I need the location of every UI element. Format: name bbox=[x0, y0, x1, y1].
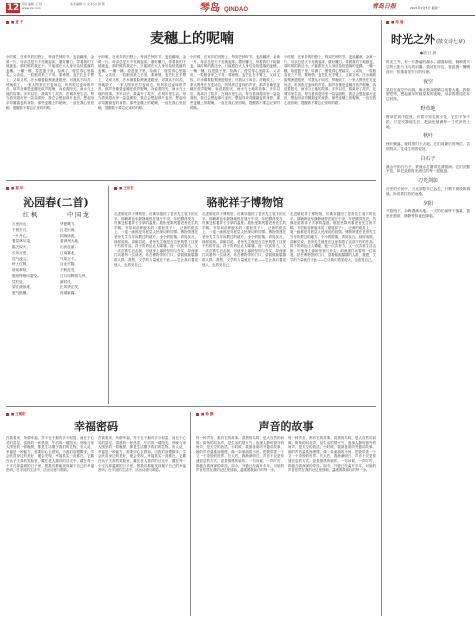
sidebar-subtitle: (散文诗七章) bbox=[436, 38, 465, 45]
sidebar-section bbox=[386, 60, 470, 75]
newspaper-logo: 青岛日报 bbox=[372, 3, 397, 10]
article-body-col1: 小时候，在家乡的田野上，每到芒种时节，麦浪翻滚，金黄一片。母亲总是天不亮就起床，磨好镰刀，带着我们下地割麦。那时候的我还小，只能跟在大人身后捡拾遗落的麦穗。一穗一穗，捡进篮子里，捡满了，便觉得心里踏实。父亲说，一粒粮食来之不易，要珍惜。麦芒扎在手臂上，又痒又疼，汗水顺着脸颊流进眼里，可我从不叫苦。傍晚收工，一家人围坐在打麦场边，听风吹过麦垛的声音，那声音像是麦穗在低声呢喃，诉说着阳光、雨水与土地的故事。多年以后，我离开了故乡，在城市里生活。每当看到超市里一袋袋面粉，我总会想起那片麦田，想起母亲弯腰割麦的身影。那些麦穗上的呢喃，一直在我心里回响，提醒我不要忘记来时的路。 bbox=[6, 55, 94, 110]
sidebar-tag: ■ 周 瑜 bbox=[386, 20, 403, 25]
sound-title: 声音的故事 bbox=[258, 420, 314, 433]
section-text: 时光之外，有一片静谧的湖水。湖面如镜，倒映着天空的云影与飞鸟的羽翼。我站在岸边，看涟漪一圈圈荡开，仿佛看见岁月的纹理。 bbox=[386, 60, 470, 74]
section-text: 秋叶飘落，旋转着归于大地。它们用最后的绚烂，告别枝头，完成生命的轮回。 bbox=[386, 142, 470, 151]
sidebar-section bbox=[386, 178, 470, 196]
section-heading: 野草地 bbox=[420, 106, 436, 113]
article-body-col3: 小时候，在家乡的田野上，每到芒种时节，麦浪翻滚，金黄一片。母亲总是天不亮就起床，磨好镰刀，带着我们下地割麦。那时候的我还小，只能跟在大人身后捡拾遗落的麦穗。一穗一穗，捡进篮子里，捡满了，便觉得心里踏实。父亲说，一粒粮食来之不易，要珍惜。麦芒扎在手臂上，又痒又疼，汗水顺着脸颊流进眼里，可我从不叫苦。傍晚收工，一家人围坐在打麦场边，听风吹过麦垛的声音，那声音像是麦穗在低声呢喃，诉说着阳光、雨水与土地的故事。多年以后，我离开了故乡，在城市里生活。每当看到超市里一袋袋面粉，我总会想起那片麦田，想起母亲弯腰割麦的身影。那些麦穗上的呢喃，一直在我心里回响，提醒我不要忘记来时的路。 bbox=[190, 55, 280, 110]
page-header bbox=[0, 0, 475, 16]
article-title: 麦穗上的呢喃 bbox=[150, 31, 234, 47]
column-divider-2 bbox=[190, 412, 191, 616]
poems-tag: ■ 谢 华 bbox=[6, 186, 23, 191]
section-text: 溪水中的白石子，被流水打磨得光滑圆润。它们沉默不语，却记录着时光流过的每一道痕迹。 bbox=[386, 164, 470, 174]
section-divider bbox=[6, 180, 376, 181]
section-heading: 夕阳 bbox=[422, 200, 433, 207]
poem-b: 华夏腾飞， 巨龙出海， 四海扬波。 看神州大地， 山河壮丽； 江南塞北， 气象万千。 百业兴隆， 千帆竞发， 日月同辉照九州。 新时代， 正风华正茂， 再谱新篇。 bbox=[60, 222, 89, 295]
issue-date: 2021年7月5日 星期一 bbox=[410, 6, 441, 10]
masthead-cn: 琴岛 bbox=[200, 3, 220, 14]
section-text: 野草在风中摇曳，开着不知名的小花。它们不争不抢，只是安静地生长，把绿色铺满每一寸荒凉的土地。 bbox=[386, 114, 470, 129]
section-text: 星辰在夜空中闪烁，像无数双眼睛注视着大地。我仰望苍穹，想起童年时数星星的夜晚，母亲的歌谣在耳边回荡。 bbox=[386, 87, 470, 102]
section-text: 夕阳西下，余晖洒满大地。一天的忙碌终于落幕，我坐在窗前，静静等待夜色降临。 bbox=[386, 209, 470, 219]
sidebar-section bbox=[386, 156, 470, 174]
museum-body-col3: 走进骆驼祥子博物馆，仿佛穿越回了老舍先生笔下的北平。那辆黄包车静静地停在展厅中央，车把磨得发亮，仿佛还留着祥子手掌的温度。展柜里陈列着老舍先生的手稿、书信和各种版本的《骆驼祥子》，泛黄的纸页上，一笔一画都是对底层人民深切的同情。博物馆建在老舍先生当年执教过的地方，小小的院落，青砖灰瓦，绿树成荫。讲解员说，老舍先生就是在这里构思了这部不朽的作品。祥子的命运让人唏嘘，他一次次努力，又一次次被生活击倒，可他身上那种坚韧与朴实，却深深打动着每一位读者。站在博物馆的门口，望着熙熙攘攘的人群，我想，文学的力量就在于此——它让我们看见他人，也看见自己。 bbox=[290, 212, 376, 262]
masthead-en: QINDAO bbox=[224, 7, 248, 13]
poems-title: 沁园春(二首) bbox=[23, 196, 89, 209]
article-body-col2: 小时候，在家乡的田野上，每到芒种时节，麦浪翻滚，金黄一片。母亲总是天不亮就起床，磨好镰刀，带着我们下地割麦。那时候的我还小，只能跟在大人身后捡拾遗落的麦穗。一穗一穗，捡进篮子里，捡满了，便觉得心里踏实。父亲说，一粒粮食来之不易，要珍惜。麦芒扎在手臂上，又痒又疼，汗水顺着脸颊流进眼里，可我从不叫苦。傍晚收工，一家人围坐在打麦场边，听风吹过麦垛的声音，那声音像是麦穗在低声呢喃，诉说着阳光、雨水与土地的故事。多年以后，我离开了故乡，在城市里生活。每当看到超市里一袋袋面粉，我总会想起那片麦田，想起母亲弯腰割麦的身影。那些麦穗上的呢喃，一直在我心里回响，提醒我不要忘记来时的路。 bbox=[98, 55, 186, 110]
editor-info bbox=[22, 3, 42, 11]
sound-body-col1: 每一种声音，都有它的故事。清晨的鸟鸣，是大自然的问候；街角的叫卖声，是生活的烟火气；夜深人静时窗外的雨声，是天空的低语。小时候，我最喜欢听外婆讲故事，她的声音温柔而缓慢，像一条流淌的小河，把我带进一个又一个奇妙的世界。长大后，我渐渐明白，声音不仅是传递信息的方式，更是情感的载体。一句问候，一声叮咛，都蕴含着深深的牵挂。如今，外婆已经离开多年，可她的声音依然在我的记忆里回响，温暖着我前行的每一步。 bbox=[196, 436, 284, 473]
happiness-title: 幸福密码 bbox=[74, 420, 118, 433]
byline-tag: ■ 麦 子 bbox=[6, 20, 23, 25]
sidebar bbox=[386, 20, 470, 616]
poem-b-title: 中 国 龙 bbox=[67, 212, 89, 219]
sidebar-divider bbox=[381, 20, 382, 616]
sidebar-heading bbox=[386, 33, 470, 48]
happiness-body-col1: 在我看来，所谓幸福，并不在于拥有多少财富，而在于心灵的富足。清晨的一杯热茶，午后的一缕阳光，傍晚与家人围坐的一顿晚餐，都是生活赠予我们的礼物。有人说，幸福是一种能力，需要用心去感知。当我们放慢脚步，学会欣赏身边的美好，便会发现，幸福其实一直都在。它藏在孩子天真的笑脸里，藏在老人慈祥的目光中，藏在每一个平凡却温暖的日子里。愿我们都能找到属于自己的幸福密码，在平淡的生活中，活出诗意与精彩。 bbox=[6, 436, 94, 473]
email-line: www.zx.com bbox=[22, 5, 41, 10]
staff-info: 美术编辑 小 文 校对 钟 慧 bbox=[70, 2, 105, 6]
column-divider bbox=[108, 186, 109, 404]
section-heading: 秋叶 bbox=[422, 133, 433, 140]
section-heading: 白石子 bbox=[420, 155, 436, 162]
sidebar-section bbox=[386, 133, 470, 151]
masthead bbox=[200, 2, 248, 16]
section-heading: 夜空 bbox=[422, 78, 433, 85]
sidebar-title: 时光之外 bbox=[391, 32, 435, 46]
museum-title: 骆驼祥子博物馆 bbox=[206, 196, 284, 209]
section-heading: 刀光剑影 bbox=[417, 178, 438, 185]
section-text: 历史的长河中，刀光剑影早已远去，只剩下斑驳的城墙，诉说着往昔的沧桑。 bbox=[386, 187, 470, 196]
article-body-col4: 小时候，在家乡的田野上，每到芒种时节，麦浪翻滚，金黄一片。母亲总是天不亮就起床，磨好镰刀，带着我们下地割麦。那时候的我还小，只能跟在大人身后捡拾遗落的麦穗。一穗一穗，捡进篮子里，捡满了，便觉得心里踏实。父亲说，一粒粮食来之不易，要珍惜。麦芒扎在手臂上，又痒又疼，汗水顺着脸颊流进眼里，可我从不叫苦。傍晚收工，一家人围坐在打麦场边，听风吹过麦垛的声音，那声音像是麦穗在低声呢喃，诉说着阳光、雨水与土地的故事。多年以后，我离开了故乡，在城市里生活。每当看到超市里一袋袋面粉，我总会想起那片麦田，想起母亲弯腰割麦的身影。那些麦穗上的呢喃，一直在我心里回响，提醒我不要忘记来时的路。 bbox=[284, 55, 376, 105]
happiness-body-col2: 在我看来，所谓幸福，并不在于拥有多少财富，而在于心灵的富足。清晨的一杯热茶，午后的一缕阳光，傍晚与家人围坐的一顿晚餐，都是生活赠予我们的礼物。有人说，幸福是一种能力，需要用心去感知。当我们放慢脚步，学会欣赏身边的美好，便会发现，幸福其实一直都在。它藏在孩子天真的笑脸里，藏在老人慈祥的目光中，藏在每一个平凡却温暖的日子里。愿我们都能找到属于自己的幸福密码，在平淡的生活中，活出诗意与精彩。 bbox=[98, 436, 186, 473]
poem-a-title: 红 枫 bbox=[23, 212, 37, 219]
sidebar-section bbox=[386, 201, 470, 219]
section-divider-2 bbox=[6, 406, 376, 407]
poem-a: 万里河山， 千秋岁月， 一片丹心。 看层林尽染， 霜天似火； 长风万里， 浩气凌云。 岭上红枫， 崖前翠柏， 傲骨铮铮向碧空。 凭栏处， 望江流如练， 意气纵横。 bbox=[12, 222, 41, 295]
sidebar-section bbox=[386, 106, 470, 129]
sound-body-col2: 每一种声音，都有它的故事。清晨的鸟鸣，是大自然的问候；街角的叫卖声，是生活的烟火气；夜深人静时窗外的雨声，是天空的低语。小时候，我最喜欢听外婆讲故事，她的声音温柔而缓慢，像一条流淌的小河，把我带进一个又一个奇妙的世界。长大后，我渐渐明白，声音不仅是传递信息的方式，更是情感的载体。一句问候，一声叮咛，都蕴含着深深的牵挂。如今，外婆已经离开多年，可她的声音依然在我的记忆里回响，温暖着我前行的每一步。 bbox=[288, 436, 376, 473]
sidebar-author: ●胡 日 满 bbox=[419, 51, 437, 56]
sidebar-section bbox=[386, 79, 470, 102]
page-number: 12 bbox=[6, 3, 20, 13]
museum-body-col2: 走进骆驼祥子博物馆，仿佛穿越回了老舍先生笔下的北平。那辆黄包车静静地停在展厅中央，车把磨得发亮，仿佛还留着祥子手掌的温度。展柜里陈列着老舍先生的手稿、书信和各种版本的《骆驼祥子》，泛黄的纸页上，一笔一画都是对底层人民深切的同情。博物馆建在老舍先生当年执教过的地方，小小的院落，青砖灰瓦，绿树成荫。讲解员说，老舍先生就是在这里构思了这部不朽的作品。祥子的命运让人唏嘘，他一次次努力，又一次次被生活击倒，可他身上那种坚韧与朴实，却深深打动着每一位读者。站在博物馆的门口，望着熙熙攘攘的人群，我想，文学的力量就在于此——它让我们看见他人，也看见自己。 bbox=[202, 212, 286, 267]
editor-line: 责任编辑 王 冠 bbox=[22, 2, 42, 6]
museum-tag: ■ 王乐宏 bbox=[114, 186, 134, 191]
happiness-tag: ■ 王朝阳 bbox=[6, 412, 26, 417]
sound-tag: ■ 徐 静 bbox=[196, 412, 213, 417]
museum-body-col1: 走进骆驼祥子博物馆，仿佛穿越回了老舍先生笔下的北平。那辆黄包车静静地停在展厅中央，车把磨得发亮，仿佛还留着祥子手掌的温度。展柜里陈列着老舍先生的手稿、书信和各种版本的《骆驼祥子》，泛黄的纸页上，一笔一画都是对底层人民深切的同情。博物馆建在老舍先生当年执教过的地方，小小的院落，青砖灰瓦，绿树成荫。讲解员说，老舍先生就是在这里构思了这部不朽的作品。祥子的命运让人唏嘘，他一次次努力，又一次次被生活击倒，可他身上那种坚韧与朴实，却深深打动着每一位读者。站在博物馆的门口，望着熙熙攘攘的人群，我想，文学的力量就在于此——它让我们看见他人，也看见自己。 bbox=[114, 212, 198, 267]
